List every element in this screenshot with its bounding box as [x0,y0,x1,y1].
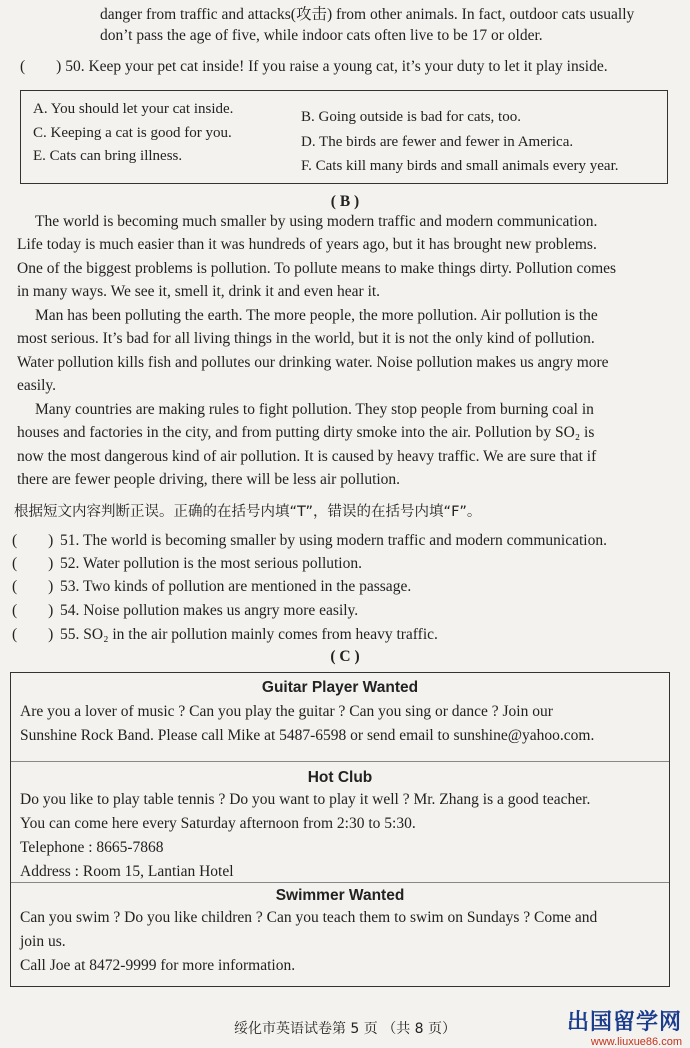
paragraph-line: easily. [17,376,57,394]
ad-line: Call Joe at 8472-9999 for more information. [20,957,296,974]
paragraph-line: houses and factories in the city, and from putting dirty smoke into the air. Pollution by SO₂ is [17,424,595,442]
paragraph-line: in many ways. We see it, smell it, drink it and even hear it. [17,282,381,300]
ad-line: You can come here every Saturday afternoon from 2:30 to 5:30. [20,815,416,832]
question-53 [12,574,411,596]
ad-title: Swimmer Wanted [275,887,405,904]
passage-line: don’t pass the age of five, while indoor cats often live to be 17 or older. [100,27,543,44]
answer-paren[interactable]: ( ) [12,626,54,643]
paragraph-line: Water pollution kills fish and pollutes our drinking water. Noise pollution makes us angry more [17,353,609,371]
option-c: C. Keeping a cat is good for you. [33,125,232,141]
question-54 [12,598,358,620]
ad-line: Are you a lover of music ? Can you play the guitar ? Can you sing or dance ? Join our [20,703,553,720]
paragraph-line: most serious. It’s bad for all living things in the world, but it is not the only kind of pollution. [17,330,595,348]
option-b: B. Going outside is bad for cats, too. [301,109,521,125]
question-text: 53. Two kinds of pollution are mentioned in the passage. [60,578,412,595]
question-52 [12,551,362,573]
ad-swimmer [11,882,669,986]
question-51 [12,528,607,550]
watermark-main: 出国留学网 [566,1009,682,1034]
question-50 [20,54,608,76]
ads-table [10,672,670,987]
question-text: 50. Keep your pet cat inside! If you raise a young cat, it’s your duty to let it play inside. [65,58,608,75]
section-b-heading: ( B ) [330,193,360,210]
passage-line: danger from traffic and attacks(攻击) from other animals. In fact, outdoor cats usually [100,6,635,23]
paragraph-line: The world is becoming much smaller by using modern traffic and modern communication. [35,213,598,230]
ad-line: join us. [20,933,66,950]
question-55 [12,622,438,644]
paragraph-line: Many countries are making rules to fight pollution. They stop people from burning coal in [35,401,594,418]
ad-line: Can you swim ? Do you like children ? Can you teach them to swim on Sundays ? Come and [20,909,598,926]
ad-hot-club [11,761,669,882]
instruction: 根据短文内容判断正误。正确的在括号内填“T”，错误的在括号内填“F”。 [14,504,482,520]
page-footer: 绥化市英语试卷第 5 页 （共 8 页） [233,1021,457,1037]
ad-title: Hot Club [307,769,373,786]
question-text: 52. Water pollution is the most serious pollution. [60,555,362,572]
watermark-logo [567,1005,682,1048]
answer-paren[interactable]: ( ) [12,578,54,595]
answer-paren[interactable]: ( ) [12,532,54,549]
ad-title: Guitar Player Wanted [261,679,419,696]
paragraph-2 [17,304,685,397]
paragraph-line: One of the biggest problems is pollution. To pollute means to make things dirty. Pollution comes [17,259,617,277]
paragraph-line: Man has been polluting the earth. The more people, the more pollution. Air pollution is the [35,307,598,324]
paragraph-line: Life today is much easier than it was hundreds of years ago, but it has brought new problems. [17,236,597,254]
paragraph-line: now the most dangerous kind of air pollution. It is caused by heavy traffic. We are sure that if [17,447,597,465]
ad-line: Do you like to play table tennis ? Do you want to play it well ? Mr. Zhang is a good teacher. [20,791,591,808]
answer-paren[interactable]: ( ) [12,602,54,619]
question-text: 55. SO₂ in the air pollution mainly comes from heavy traffic. [60,626,438,643]
option-f: F. Cats kill many birds and small animals every year. [301,158,619,174]
ad-line: Sunshine Rock Band. Please call Mike at 5487-6598 or send email to sunshine@yahoo.com. [20,727,595,744]
paragraph-line: there are fewer people driving, there will be less air pollution. [17,470,401,488]
paragraph-3 [17,398,685,491]
option-a: A. You should let your cat inside. [33,101,234,117]
answer-paren[interactable]: ( ) [20,58,62,75]
ad-guitar [11,673,669,761]
ad-line: Telephone : 8665-7868 [20,839,164,856]
paragraph-1 [17,210,685,303]
option-e: E. Cats can bring illness. [33,148,183,164]
answer-paren[interactable]: ( ) [12,555,54,572]
options-box [20,90,668,184]
question-text: 51. The world is becoming smaller by using modern traffic and modern communication. [60,532,607,549]
watermark-url: www.liuxue86.com [590,1036,682,1048]
ad-line: Address : Room 15, Lantian Hotel [20,863,234,880]
question-text: 54. Noise pollution makes us angry more easily. [60,602,359,619]
option-d: D. The birds are fewer and fewer in America. [301,134,574,150]
section-c-heading: ( C ) [330,648,360,665]
